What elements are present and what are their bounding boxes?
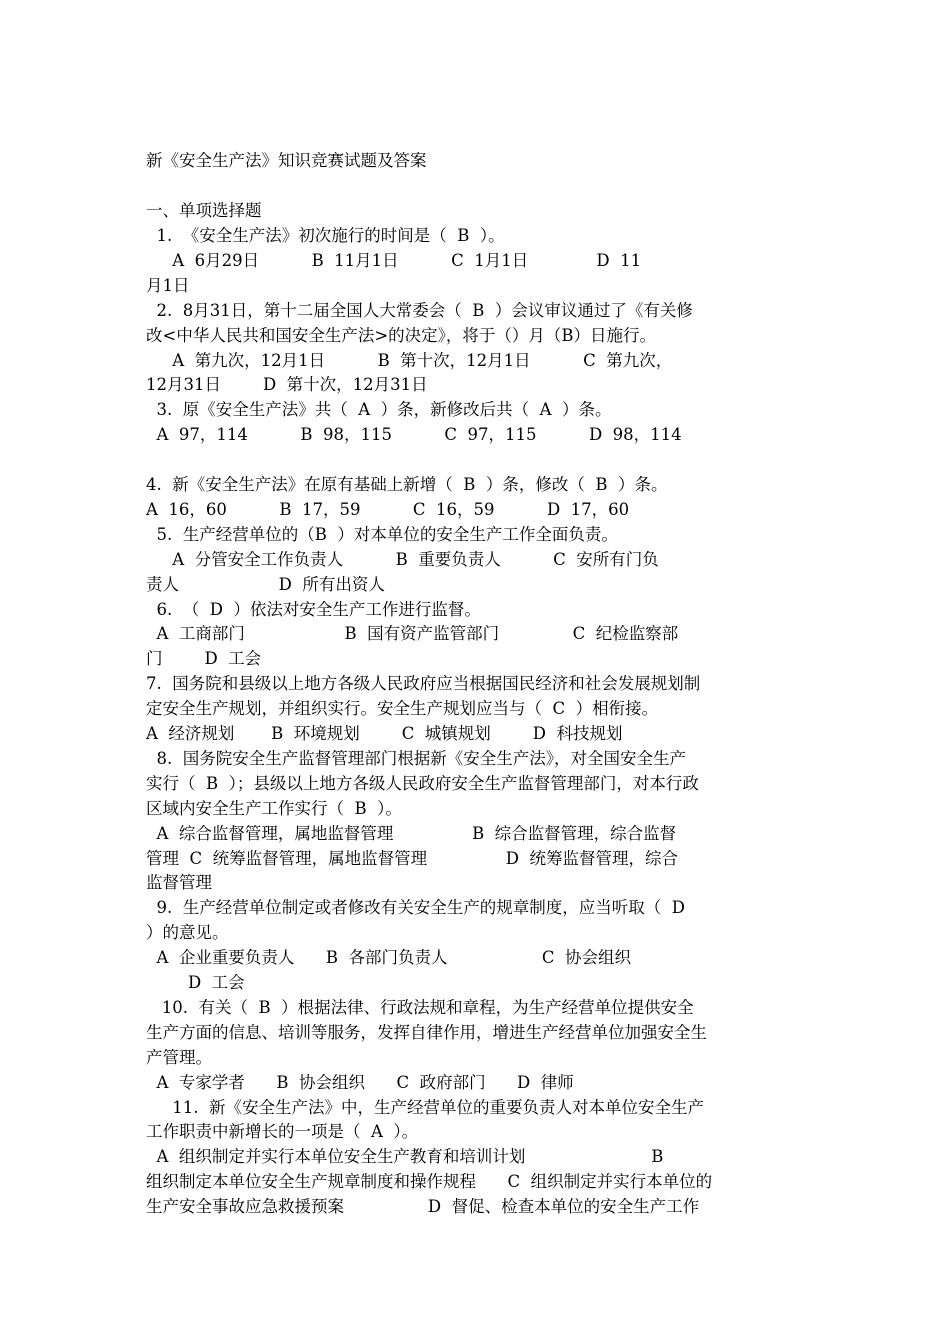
text-line: A 16，60 B 17，59 C 16，59 D 17，60 [146, 500, 630, 519]
text-line: 监督管理 [146, 873, 212, 892]
text-line: 1. 《安全生产法》初次施行的时间是（ B ）。 [146, 226, 505, 245]
text-line: A 97，114 B 98，115 C 97，115 D 98，114 [146, 425, 682, 444]
section-heading: 一、单项选择题 [146, 201, 262, 220]
text-line: 生产安全事故应急救援预案 D 督促、检查本单位的安全生产工作 [146, 1197, 700, 1216]
text-line: 10. 有关（ B ）根据法律、行政法规和章程，为生产经营单位提供安全 [146, 998, 694, 1017]
text-line: 门 D 工会 [146, 649, 262, 668]
text-line: 11. 新《安全生产法》中，生产经营单位的重要负责人对本单位安全生产 [146, 1098, 704, 1117]
text-line: A 6月29日 B 11月1日 C 1月1日 D 11 [146, 251, 642, 270]
text-line: 管理 C 统筹监督管理，属地监督管理 D 统筹监督管理，综合 [146, 849, 678, 868]
text-line: 8. 国务院安全生产监督管理部门根据新《安全生产法》，对全国安全生产 [146, 749, 686, 768]
text-line: A 分管安全工作负责人 B 重要负责人 C 安所有门负 [146, 550, 659, 569]
text-line: A 第九次，12月1日 B 第十次，12月1日 C 第九次， [146, 351, 673, 370]
text-line: 生产方面的信息、培训等服务，发挥自律作用，增进生产经营单位加强安全生 [146, 1023, 707, 1042]
text-line: 3. 原《安全生产法》共（ A ）条，新修改后共（ A ）条。 [146, 400, 612, 419]
text-line: A 企业重要负责人 B 各部门负责人 C 协会组织 [146, 948, 632, 967]
text-line: 区域内安全生产工作实行（ B ）。 [146, 799, 402, 818]
text-line: A 综合监督管理，属地监督管理 B 综合监督管理，综合监督 [146, 824, 677, 843]
document-title: 新《安全生产法》知识竞赛试题及答案 [146, 151, 427, 170]
text-line: 12月31日 D 第十次，12月31日 [146, 375, 428, 394]
text-line: 2. 8月31日，第十二届全国人大常委会（ B ）会议审议通过了《有关修 [146, 301, 693, 320]
text-line: 定安全生产规划，并组织实行。安全生产规划应当与（ C ）相衔接。 [146, 699, 659, 718]
text-line: 实行（ B ）；县级以上地方各级人民政府安全生产监督管理部门，对本行政 [146, 774, 699, 793]
text-line: 5. 生产经营单位的（B ）对本单位的安全生产工作全面负责。 [146, 525, 618, 544]
text-line: 组织制定本单位安全生产规章制度和操作规程 C 组织制定并实行本单位的 [146, 1172, 713, 1191]
text-line: 产管理。 [146, 1048, 212, 1067]
text-line: ）的意见。 [146, 923, 229, 942]
text-line: D 工会 [146, 973, 245, 992]
text-line: A 组织制定并实行本单位安全生产教育和培训计划 B [146, 1147, 664, 1166]
text-line: 月1日 [146, 276, 190, 295]
text-line: A 工商部门 B 国有资产监管部门 C 纪检监察部 [146, 624, 679, 643]
text-line: 7. 国务院和县级以上地方各级人民政府应当根据国民经济和社会发展规划制 [146, 674, 701, 693]
text-line: 改<中华人民共和国安全生产法>的决定》，将于（）月（B）日施行。 [146, 326, 657, 345]
text-line: 工作职责中新增长的一项是（ A ）。 [146, 1122, 419, 1141]
text-line: A 经济规划 B 环境规划 C 城镇规划 D 科技规划 [146, 724, 623, 743]
text-line: A 专家学者 B 协会组织 C 政府部门 D 律师 [146, 1073, 574, 1092]
text-line: 4. 新《安全生产法》在原有基础上新增（ B ）条，修改（ B ）条。 [146, 475, 668, 494]
text-line: 9. 生产经营单位制定或者修改有关安全生产的规章制度，应当听取（ D [146, 898, 685, 917]
text-line: 责人 D 所有出资人 [146, 575, 385, 594]
text-line: 6. （ D ）依法对安全生产工作进行监督。 [146, 600, 481, 619]
